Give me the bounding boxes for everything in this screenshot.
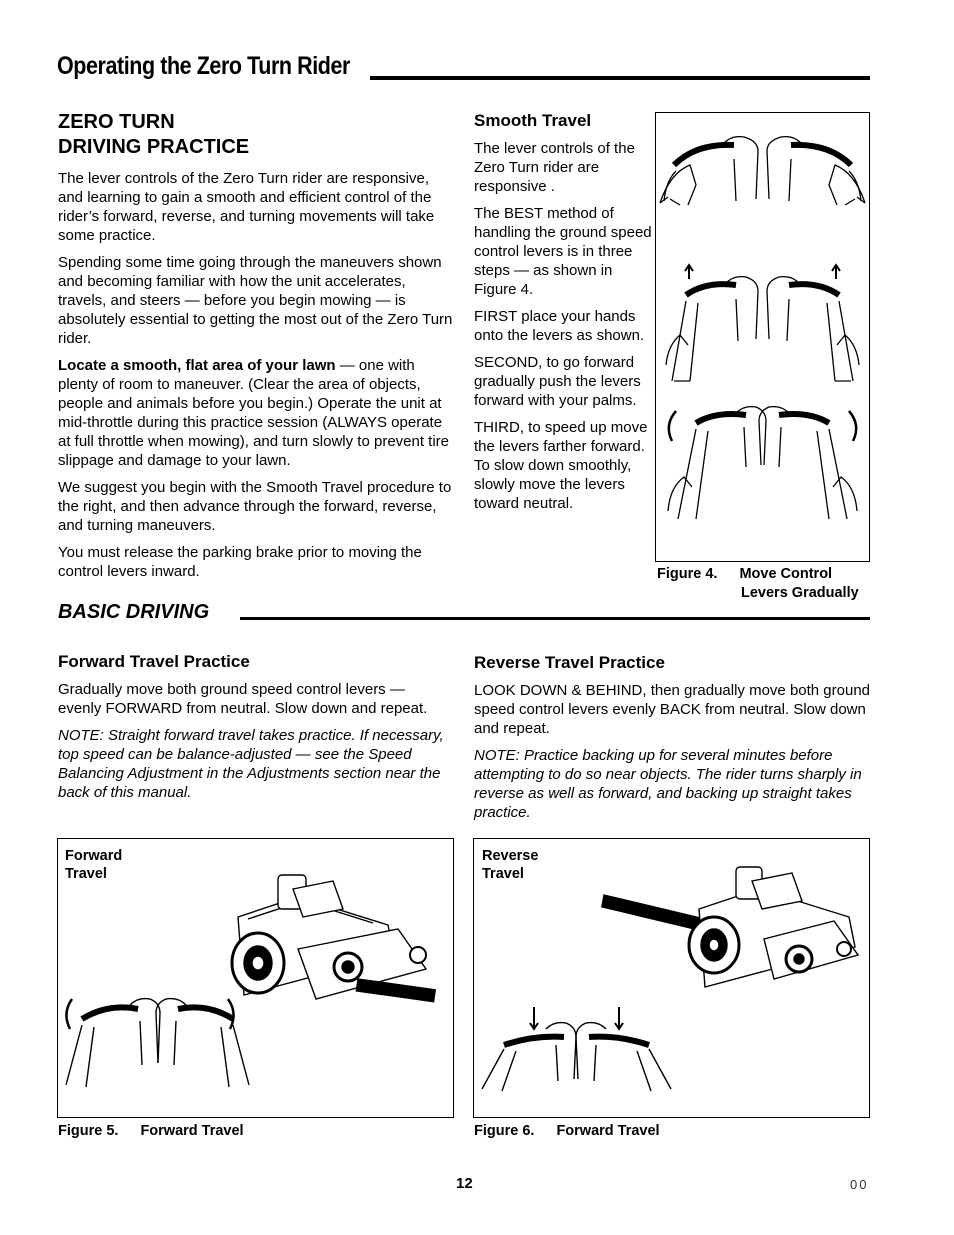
reverse-section — [474, 652, 870, 830]
figure-5-label-line2: Travel — [65, 866, 107, 882]
levers-step-1 — [660, 137, 865, 205]
lever-hands-illustration — [656, 113, 869, 561]
reverse-note: NOTE: Practice backing up for several minutes before attempting to do so near objects. The rider turns sharply in reverse as well as forward, and backing up straight takes practice. — [474, 747, 862, 821]
reverse-heading: Reverse Travel Practice — [474, 653, 665, 672]
figure-6-caption — [474, 1122, 660, 1141]
practice-heading-line1: ZERO TURN — [58, 111, 175, 133]
forward-heading: Forward Travel Practice — [58, 652, 250, 671]
smooth-paragraph-2: The BEST method of handling the ground speed control levers is in three steps — as shown in Figure 4. — [474, 205, 652, 298]
figure-5-title: Forward Travel — [140, 1123, 244, 1139]
figure-6-label-line2: Travel — [482, 866, 524, 882]
figure-4-box — [655, 112, 870, 562]
page-number: 12 — [456, 1175, 473, 1192]
practice-paragraph-2: Spending some time going through the maneuvers shown and becoming familiar with how the unit accelerates, travels, and steers — before you begin mowing — is absolutely essential to getting the most out of the Zero Turn rider. — [58, 254, 453, 347]
reverse-rider-illustration — [474, 839, 869, 1117]
practice-heading-line2: DRIVING PRACTICE — [58, 136, 250, 158]
levers-step-3 — [668, 407, 857, 519]
reverse-paragraph: LOOK DOWN & BEHIND, then gradually move both ground speed control levers evenly BACK from neutral. Slow down and repeat. — [474, 682, 871, 737]
forward-paragraph: Gradually move both ground speed control levers — evenly FORWARD from neutral. Slow down and repeat. — [58, 681, 428, 717]
footer-code: 00 — [850, 1177, 869, 1192]
practice-paragraph-3 — [58, 356, 454, 470]
forward-rider-illustration — [58, 839, 453, 1117]
practice-section — [58, 110, 454, 589]
figure-6-number: Figure 6. — [474, 1123, 535, 1139]
basic-driving-rule — [240, 617, 870, 620]
forward-section — [58, 651, 450, 810]
practice-paragraph-5: You must release the parking brake prior to moving the control levers inward. — [58, 544, 422, 580]
figure-5-number: Figure 5. — [58, 1123, 119, 1139]
title-rule — [370, 76, 870, 80]
practice-paragraph-1: The lever controls of the Zero Turn rider are responsive, and learning to gain a smooth and efficient control of the rider’s forward, reverse, and turning movements will take some practice. — [58, 170, 435, 244]
smooth-travel-section — [474, 110, 654, 521]
figure-5-box — [57, 838, 454, 1118]
figure-6-title: Forward Travel — [556, 1123, 660, 1139]
practice-heading — [58, 110, 454, 160]
smooth-paragraph-3: FIRST place your hands onto the levers as shown. — [474, 308, 645, 344]
forward-note: NOTE: Straight forward travel takes practice. If necessary, top speed can be balance-adjusted — see the Speed Balancing Adjustment in the Adjustments section near the back of this manual. — [58, 727, 444, 801]
figure-6-box — [473, 838, 870, 1118]
page-title: Operating the Zero Turn Rider — [57, 52, 350, 80]
practice-paragraph-3-bold: Locate a smooth, flat area of your lawn — [58, 357, 336, 374]
smooth-paragraph-4: SECOND, to go forward gradually push the levers forward with your palms. — [474, 354, 641, 409]
practice-paragraph-3-rest: — one with plenty of room to maneuver. (Clear the area of objects, people and animals before you begin.) Operate the unit at mid-throttle during this practice session (ALWAYS operate at full throttle when mowing), and turn slowly to prevent tire slippage and damage to your lawn. — [58, 357, 450, 469]
practice-paragraph-4: We suggest you begin with the Smooth Travel procedure to the right, and then advance through the forward, reverse, and turning maneuvers. — [58, 479, 452, 534]
smooth-paragraph-5: THIRD, to speed up move the levers farther forward. To slow down smoothly, slowly move the levers toward neutral. — [474, 419, 648, 512]
basic-driving-heading — [58, 600, 209, 625]
figure-4-title-line2: Levers Gradually — [741, 585, 859, 601]
figure-6-label-line1: Reverse — [482, 848, 539, 864]
basic-driving-title: BASIC DRIVING — [58, 601, 210, 623]
smooth-paragraph-1: The lever controls of the Zero Turn rider are responsive . — [474, 140, 635, 195]
smooth-travel-heading: Smooth Travel — [474, 111, 592, 130]
figure-4-caption — [657, 565, 832, 584]
figure-4-title-line1: Move Control — [739, 566, 833, 582]
levers-step-2 — [666, 265, 859, 381]
figure-4-number: Figure 4. — [657, 566, 718, 582]
figure-5-caption — [58, 1122, 244, 1141]
figure-5-label-line1: Forward — [65, 848, 123, 864]
